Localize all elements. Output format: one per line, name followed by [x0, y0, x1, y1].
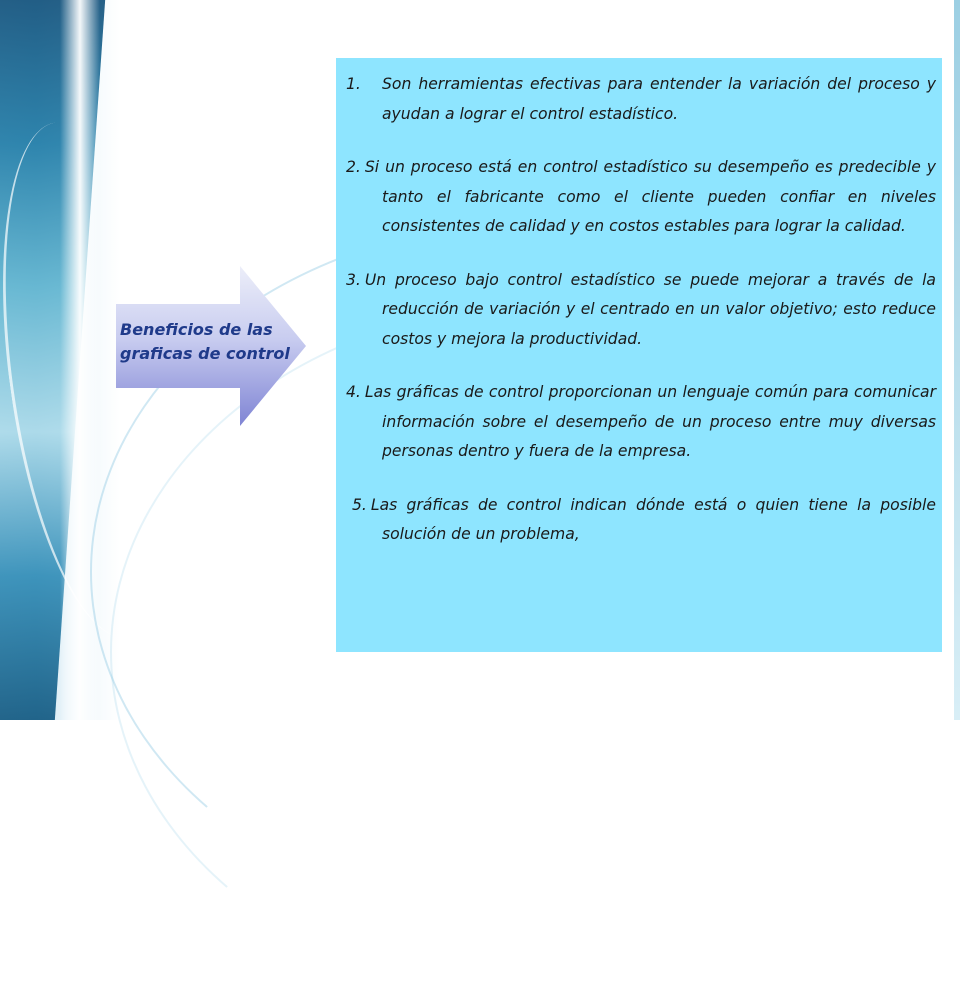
arrow-label-line: graficas de control	[120, 344, 290, 363]
decorative-right-edge	[954, 0, 960, 720]
benefit-text: Las gráficas de control proporcionan un lenguaje común para comunicar información sobre el desempeño de un proceso entre muy diversas personas dentro y fuera de la empresa.	[364, 383, 936, 460]
benefit-number: 2.	[346, 158, 361, 176]
benefit-text: Si un proceso está en control estadístico su desempeño es predecible y tanto el fabricante como el cliente pueden confiar en niveles consistentes de calidad y en costos estables para lograr la calidad.	[364, 158, 936, 235]
benefit-text: Las gráficas de control indican dónde está o quien tiene la posible solución de un problema,	[370, 495, 936, 543]
arrow-label-line: Beneficios de las	[120, 320, 273, 339]
benefit-number: 3.	[346, 270, 361, 289]
benefit-item	[346, 70, 936, 129]
benefits-text-box	[336, 58, 942, 652]
benefit-item	[346, 378, 936, 467]
benefit-number: 4.	[346, 383, 361, 401]
benefit-number: 5.	[352, 495, 367, 514]
benefit-text: Son herramientas efectivas para entender la variación del proceso y ayudan a lograr el control estadístico.	[382, 75, 936, 123]
benefit-item	[346, 491, 936, 550]
arrow-label	[120, 318, 320, 366]
benefit-item	[346, 153, 936, 242]
benefit-number: 1.	[346, 75, 361, 93]
benefit-text: Un proceso bajo control estadístico se puede mejorar a través de la reducción de variación y el centrado en un valor objetivo; esto reduce costos y mejora la productividad.	[364, 270, 936, 348]
benefit-item	[346, 266, 936, 355]
